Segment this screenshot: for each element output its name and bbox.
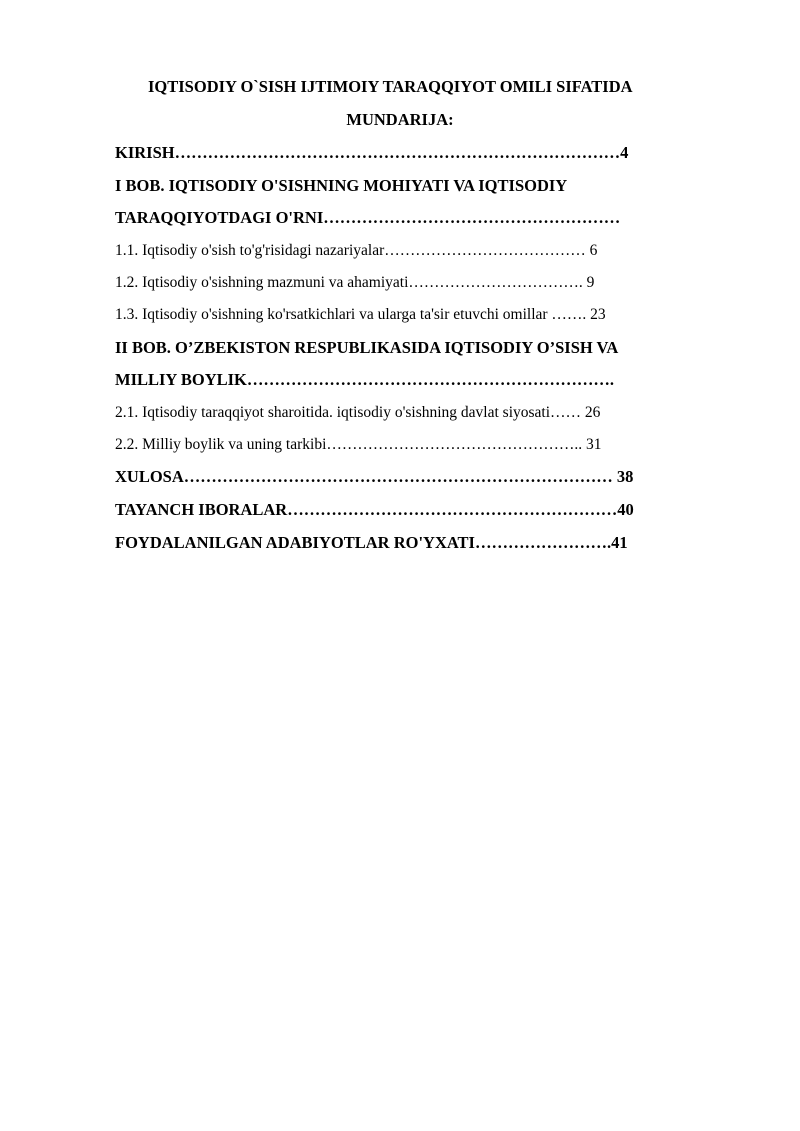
contents-heading: MUNDARIJA: bbox=[346, 110, 454, 129]
toc-entry-xulosa: XULOSA…………………………………………………………………… 38 bbox=[115, 467, 634, 486]
toc-chapter-1-heading-line-1: I BOB. IQTISODIY O'SISHNING MOHIYATI VA IQTISODIY bbox=[115, 176, 568, 195]
toc-chapter-2-heading-line-1: II BOB. O’ZBEKISTON RESPUBLIKASIDA IQTISODIY O’SISH VA bbox=[115, 338, 619, 357]
toc-entry-1-1: 1.1. Iqtisodiy o'sish to'g'risidagi nazariyalar………………………………… 6 bbox=[115, 242, 598, 259]
toc-chapter-1-heading-line-2: TARAQQIYOTDAGI O'RNI……………………………………………… bbox=[115, 208, 621, 227]
toc-entry-1-3: 1.3. Iqtisodiy o'sishning ko'rsatkichlari va ularga ta'sir etuvchi omillar ……. 23 bbox=[115, 306, 606, 323]
toc-entry-kirish: KIRISH………………………………………………………………………4 bbox=[115, 143, 629, 162]
toc-entry-2-1: 2.1. Iqtisodiy taraqqiyot sharoitida. iqtisodiy o'sishning davlat siyosati…… 26 bbox=[115, 404, 601, 421]
toc-entry-2-2: 2.2. Milliy boylik va uning tarkibi………………………………………….. 31 bbox=[115, 436, 602, 453]
toc-entry-1-2: 1.2. Iqtisodiy o'sishning mazmuni va ahamiyati……………………………. 9 bbox=[115, 274, 595, 291]
toc-chapter-2-heading-line-2: MILLIY BOYLIK…………………………………………………………. bbox=[115, 370, 614, 389]
document-title: IQTISODIY O`SISH IJTIMOIY TARAQQIYOT OMILI SIFATIDA bbox=[148, 77, 633, 96]
toc-entry-adabiyotlar: FOYDALANILGAN ADABIYOTLAR RO'YXATI…………………….41 bbox=[115, 533, 628, 552]
toc-entry-tayanch-iboralar: TAYANCH IBORALAR……………………………………………………40 bbox=[115, 500, 634, 519]
